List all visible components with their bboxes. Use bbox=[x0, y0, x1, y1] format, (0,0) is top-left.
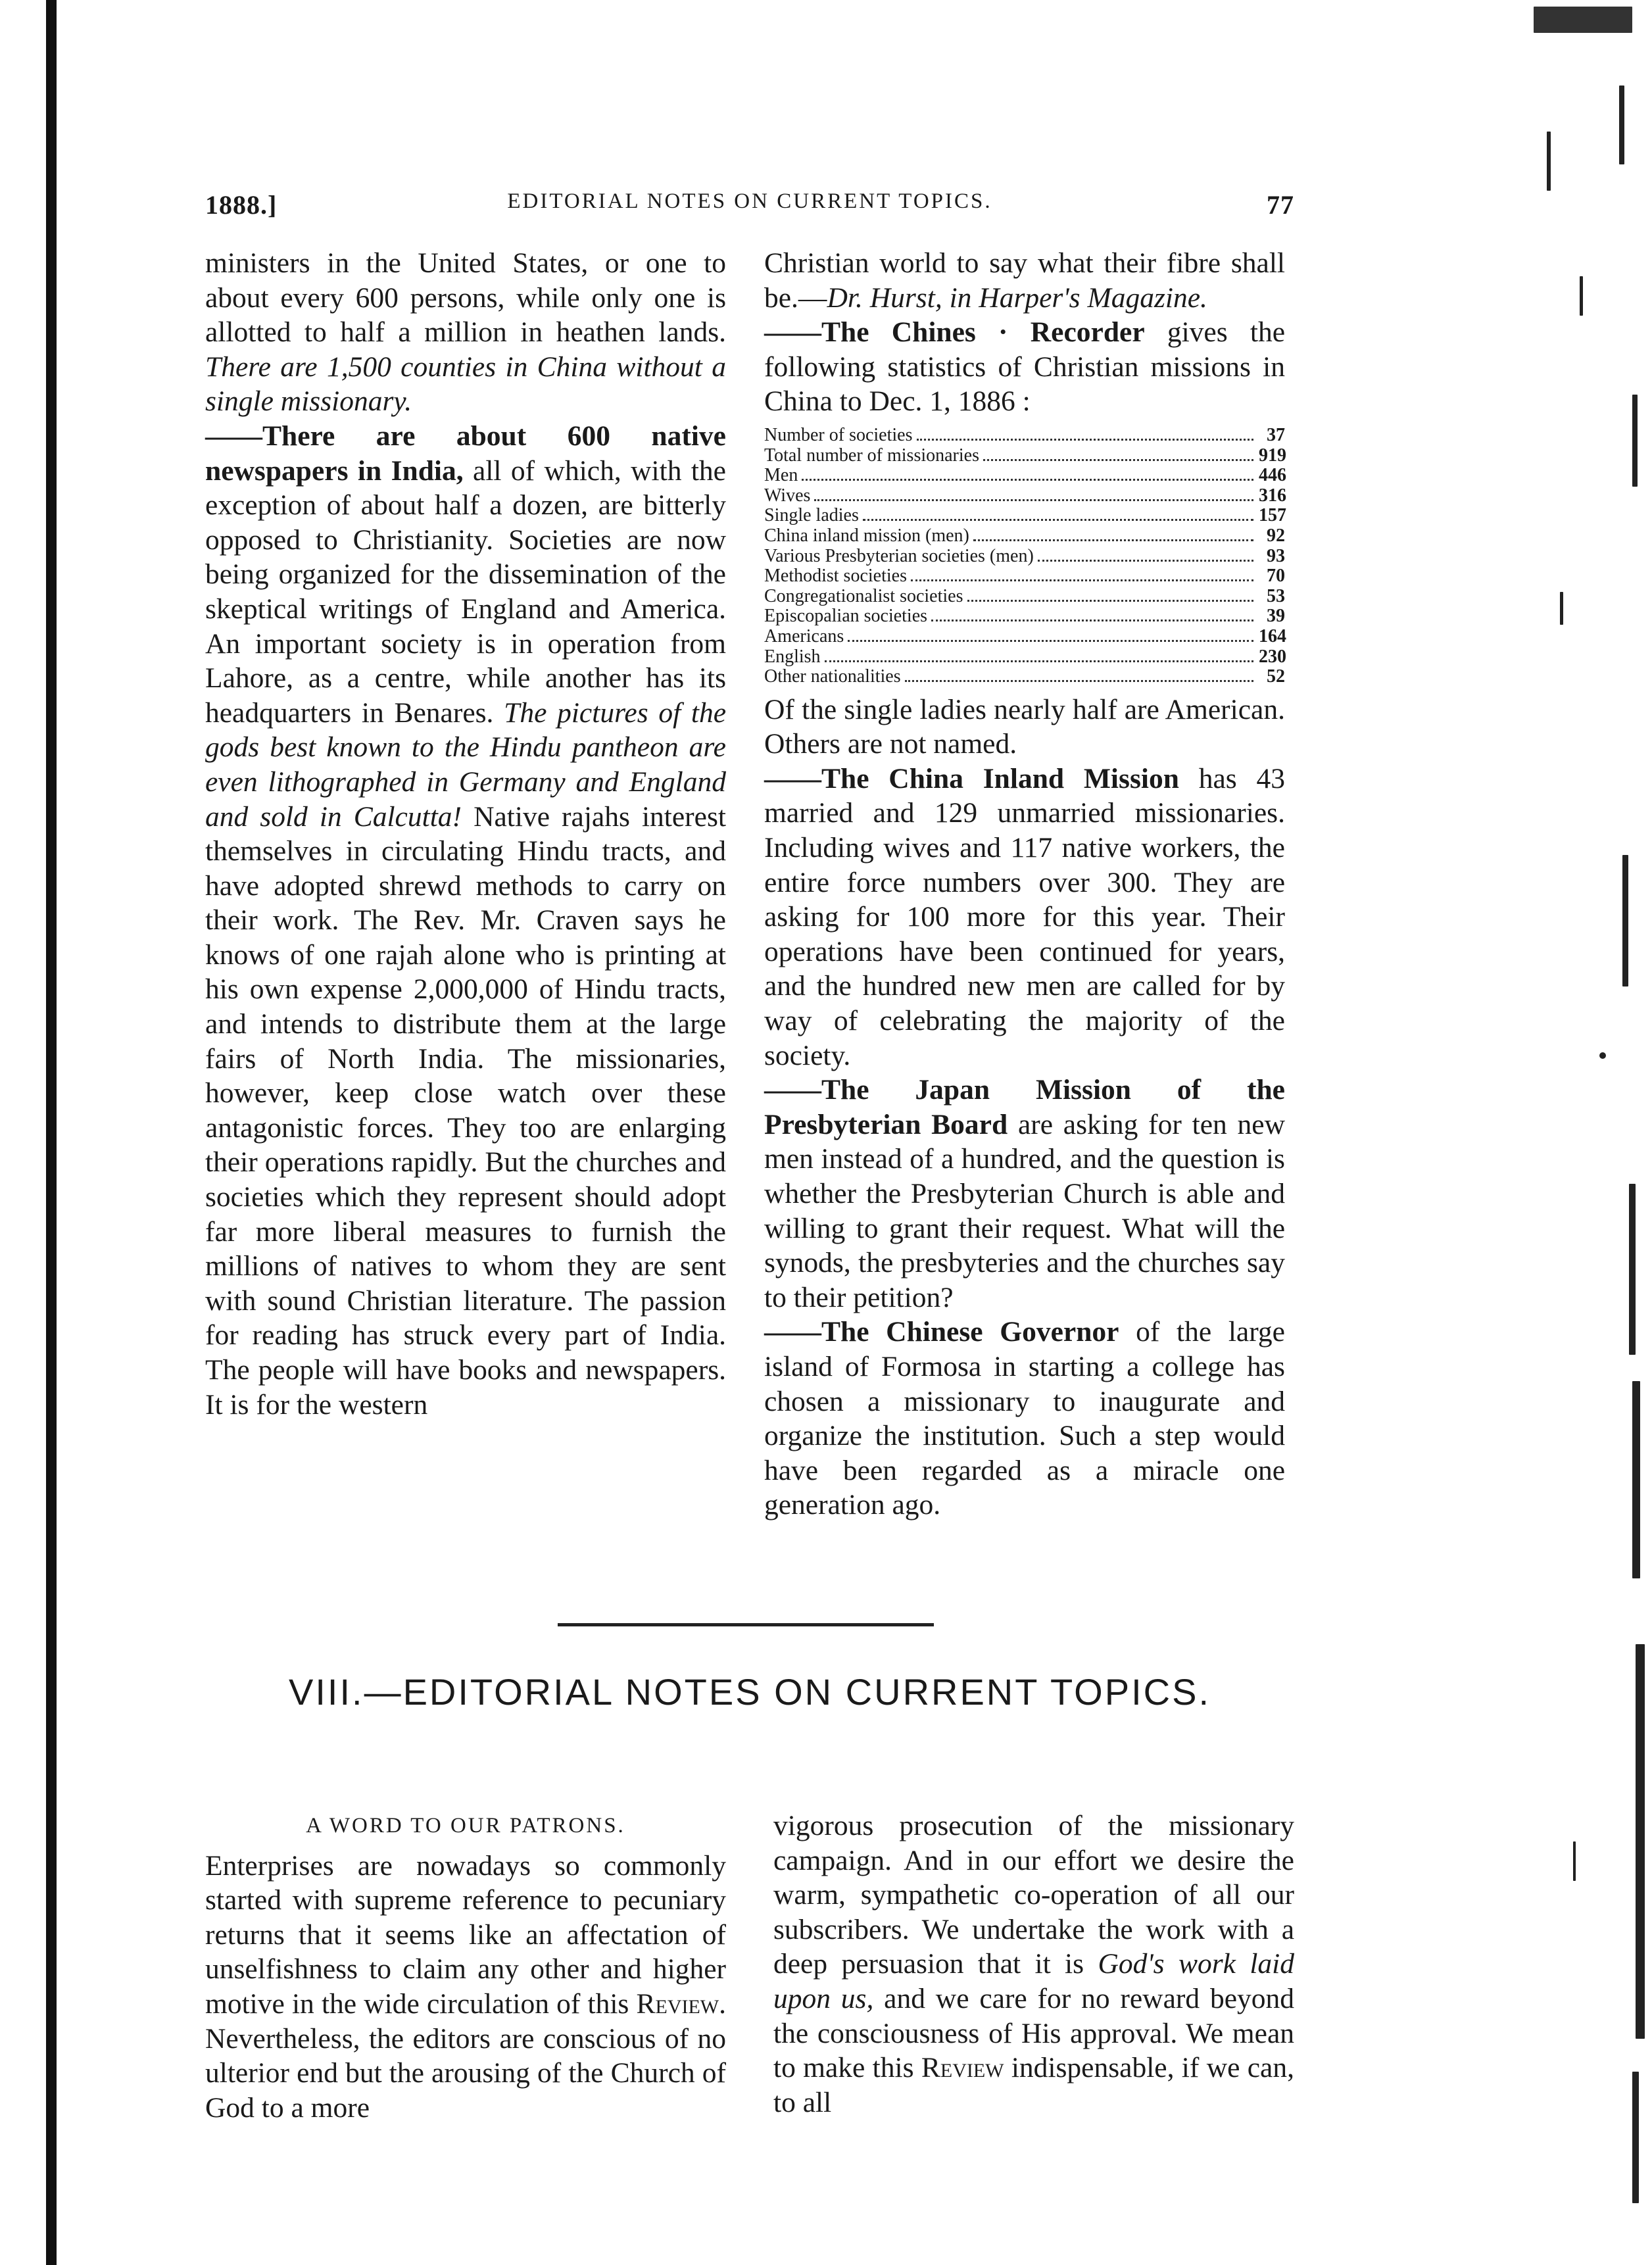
table-row: Men 446 bbox=[764, 465, 1286, 486]
paragraph: Of the single ladies nearly half are American. Others are not named. bbox=[764, 693, 1285, 760]
section-divider bbox=[558, 1623, 934, 1626]
table-row: Wives 316 bbox=[764, 485, 1286, 506]
table-row: English 230 bbox=[764, 646, 1286, 667]
paragraph-heading: ——The Chinese Governor bbox=[764, 1316, 1119, 1348]
paragraph: ——The China Inland Mission has 43 married and 129 unmarried missionaries. Including wives and 117 native workers, the entire force numbers over 300. They are asking for 100 more for this year. Their operations have been continued for years, and the hundred new men are called for by way of celebrating the majority of the society. bbox=[764, 762, 1285, 1071]
column-3 bbox=[205, 1809, 726, 2125]
paragraph-heading: ——There are about 600 native newspapers in India, bbox=[205, 420, 726, 487]
paragraph-heading: ——The Chines · Recorder bbox=[764, 316, 1145, 349]
table-row: Congregationalist societies 53 bbox=[764, 585, 1285, 606]
paragraph-heading: ——The Japan Mission of the Presbyterian Board bbox=[764, 1074, 1285, 1140]
paragraph: Christian world to say what their fibre shall be.—Dr. Hurst, in Harper's Magazine. bbox=[764, 247, 1285, 314]
table-row: Total number of missionaries 919 bbox=[764, 445, 1286, 466]
paragraph: vigorous prosecution of the missionary campaign. And in our effort we desire the warm, sympathetic co-operation of all our subscribers. We undertake the work with a deep persuasion that it is God's work laid upon us, and we care for no reward beyond the consciousness of His approval. We mean to make this Review indispensable, if we can, to all bbox=[773, 1810, 1295, 2118]
paragraph: ——The Chinese Governor of the large island of Formosa in starting a college has chosen a missionary to inaugurate and organize the institution. Such a step would have been regarded as a miracle one generation ago. bbox=[764, 1316, 1285, 1521]
table-row: China inland mission (men) 92 bbox=[764, 525, 1285, 546]
column-2 bbox=[764, 246, 1285, 1522]
paragraph: Enterprises are nowadays so commonly started with supreme reference to pecuniary returns that it seems like an affectation of unselfishness to claim any other and higher motive in the wide circulation of this Review. Nevertheless, the editors are conscious of no ulterior end but the arousing of the Church of God to a more bbox=[205, 1849, 726, 2124]
statistics-table bbox=[764, 426, 1285, 687]
section-title: VIII.—EDITORIAL NOTES ON CURRENT TOPICS. bbox=[288, 1671, 1211, 1713]
paragraph-heading: ——The China Inland Mission bbox=[764, 762, 1179, 794]
page-number: 77 bbox=[1267, 190, 1294, 220]
header-running-title: EDITORIAL NOTES ON CURRENT TOPICS. bbox=[507, 189, 992, 213]
column-4 bbox=[773, 1809, 1294, 2120]
scan-binding-shadow bbox=[46, 0, 57, 2265]
table-row: Americans 164 bbox=[764, 625, 1286, 646]
table-row: Other nationalities 52 bbox=[764, 666, 1285, 687]
table-row: Single ladies 157 bbox=[764, 505, 1286, 526]
scan-page-edge bbox=[1501, 0, 1652, 2265]
page-header bbox=[205, 189, 1294, 229]
table-row: Number of societies 37 bbox=[764, 424, 1285, 445]
table-row: Episcopalian societies 39 bbox=[764, 606, 1285, 627]
paragraph: ——There are about 600 native newspapers in India, all of which, with the exception of about half a dozen, are bitterly opposed to Christianity. Societies are now being organized for the dissemination of the skeptical writings of England and America. An important society is in operation from Lahore, as a centre, while another has its headquarters in Benares. The pictures of the gods best known to the Hindu pantheon are even lithographed in Germany and England and sold in Calcutta! Native rajahs interest themselves in circulating Hindu tracts, and have adopted shrewd methods to carry on their work. The Rev. Mr. Craven says he knows of one rajah alone who is printing at his own expense 2,000,000 of Hindu tracts, and intends to distribute them at the large fairs of North India. The missionaries, however, keep close watch over these antagonistic forces. They too are enlarging their operations rapidly. But the churches and societies which they represent should adopt far more liberal measures to furnish the millions of natives to whom they are sent with sound Christian literature. The passion for reading has struck every part of India. The people will have books and newspapers. It is for the western bbox=[205, 420, 726, 1421]
table-row: Methodist societies 70 bbox=[764, 566, 1285, 587]
paragraph: ——The Japan Mission of the Presbyterian Board are asking for ten new men instead of a hundred, and the question is whether the Presbyterian Church is able and willing to grant their request. What will the synods, the presbyteries and the churches say to their petition? bbox=[764, 1074, 1285, 1313]
table-row: Various Presbyterian societies (men) 93 bbox=[764, 545, 1285, 566]
paragraph: ——The Chines · Recorder gives the following statistics of Christian missions in China to Dec. 1, 1886 : bbox=[764, 316, 1285, 418]
paragraph: ministers in the United States, or one to about every 600 persons, while only one is allotted to half a million in heathen lands. There are 1,500 counties in China without a single missionary. bbox=[205, 247, 726, 418]
article-subheading: A WORD TO OUR PATRONS. bbox=[306, 1814, 625, 1838]
column-1 bbox=[205, 246, 726, 1422]
header-year: 1888.] bbox=[205, 190, 278, 220]
